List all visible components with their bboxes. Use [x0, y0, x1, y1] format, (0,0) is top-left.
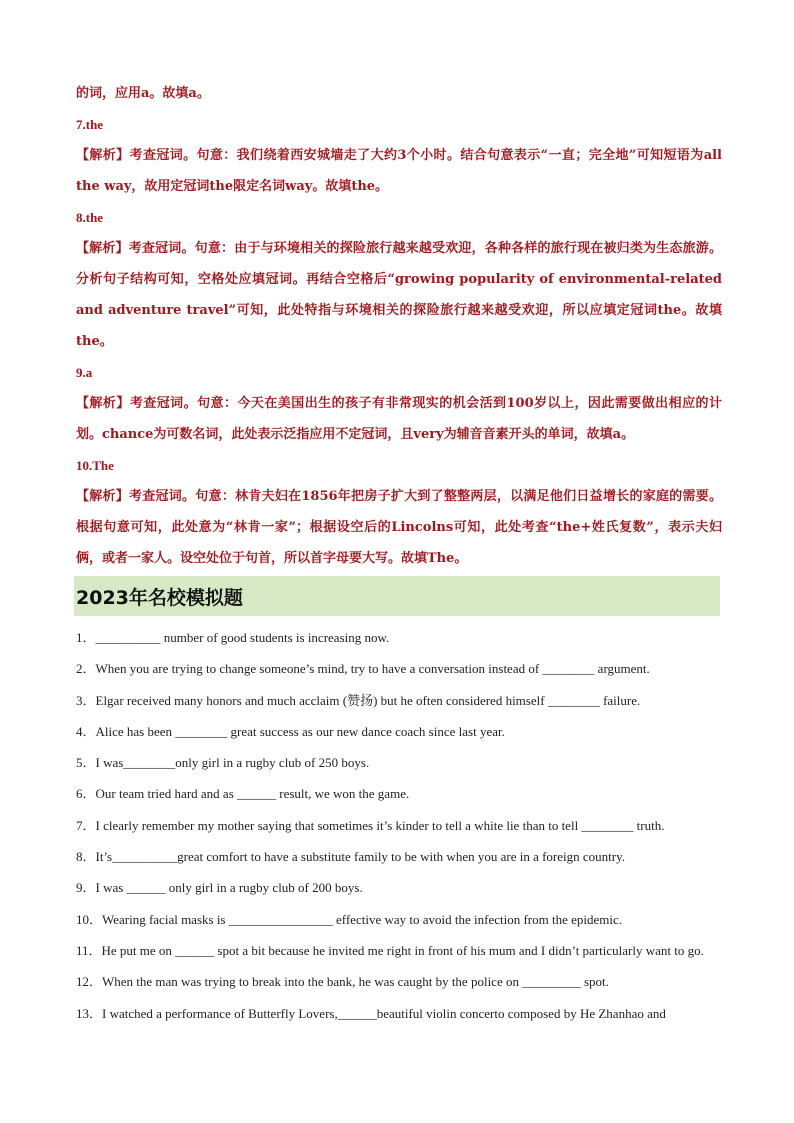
- answer-continuation: 的词，应用a。故填a。: [76, 86, 210, 101]
- section-header: [74, 576, 720, 616]
- question-list: [76, 622, 722, 1029]
- answer-explanation-10: 【解析】考查冠词。句意：林肯夫妇在1856年把房子扩大到了整整两层，以满足他们日益增长的家庭的需要。根据句意可知，此处意为“林肯一家”；根据设空后的Lincolns可知，此处考查“the+姓氏复数”，表示夫妇俩，或者一家人。设空处位于句首，所以首字母要大写。故填The。: [76, 489, 722, 566]
- answer-number-10: 10.The: [76, 458, 114, 473]
- answer-section: [76, 78, 722, 574]
- answer-number-9: 9.a: [76, 365, 93, 380]
- question-item: 4．Alice has been ________ great success as our new dance coach since last year.: [76, 723, 505, 739]
- answer-explanation-7: 【解析】考查冠词。句意：我们绕着西安城墙走了大约3个小时。结合句意表示“一直；完全地”可知短语为all the way，故用定冠词the限定名词way。故填the。: [76, 148, 722, 194]
- answer-number-8: 8.the: [76, 210, 104, 225]
- answer-explanation-8: 【解析】考查冠词。句意：由于与环境相关的探险旅行越来越受欢迎，各种各样的旅行现在被归类为生态旅游。分析句子结构可知，空格处应填冠词。再结合空格后“growing popularity of environmental-related and adventure travel”可知，此处特指与环境相关的探险旅行越来越受欢迎，所以应填定冠词the。故填the。: [76, 241, 722, 349]
- document-page: [76, 78, 722, 1029]
- question-item: 8．It’s__________great comfort to have a substitute family to be with when you are in a foreign country.: [76, 849, 625, 865]
- question-item: 13．I watched a performance of Butterfly Lovers,______beautiful violin concerto composed by He Zhanhao and: [76, 1005, 666, 1021]
- section-title: 2023年名校模拟题: [76, 586, 243, 609]
- question-item: 3．Elgar received many honors and much acclaim (赞扬) but he often considered himself ________ failure.: [76, 692, 641, 708]
- answer-number-7: 7.the: [76, 117, 104, 132]
- question-item: 7．I clearly remember my mother saying that sometimes it’s kinder to tell a white lie than to tell ________ truth.: [76, 817, 665, 833]
- question-item: 2．When you are trying to change someone’s mind, try to have a conversation instead of ________ argument.: [76, 661, 650, 677]
- answer-explanation-9: 【解析】考查冠词。句意：今天在美国出生的孩子有非常现实的机会活到100岁以上，因此需要做出相应的计划。chance为可数名词，此处表示泛指应用不定冠词，且very为辅音音素开头的单词，故填a。: [76, 396, 722, 442]
- question-item: 12．When the man was trying to break into the bank, he was caught by the police on _________ spot.: [76, 974, 609, 990]
- question-item: 6．Our team tried hard and as ______ result, we won the game.: [76, 786, 410, 802]
- question-item: 5．I was________only girl in a rugby club of 250 boys.: [76, 755, 370, 771]
- question-item: 1．__________ number of good students is increasing now.: [76, 630, 390, 645]
- question-item: 11．He put me on ______ spot a bit because he invited me right in front of his mum and I didn’t particularly want to go.: [76, 942, 704, 958]
- question-item: 10．Wearing facial masks is ________________ effective way to avoid the infection from the epidemic.: [76, 911, 623, 927]
- question-item: 9．I was ______ only girl in a rugby club of 200 boys.: [76, 880, 363, 896]
